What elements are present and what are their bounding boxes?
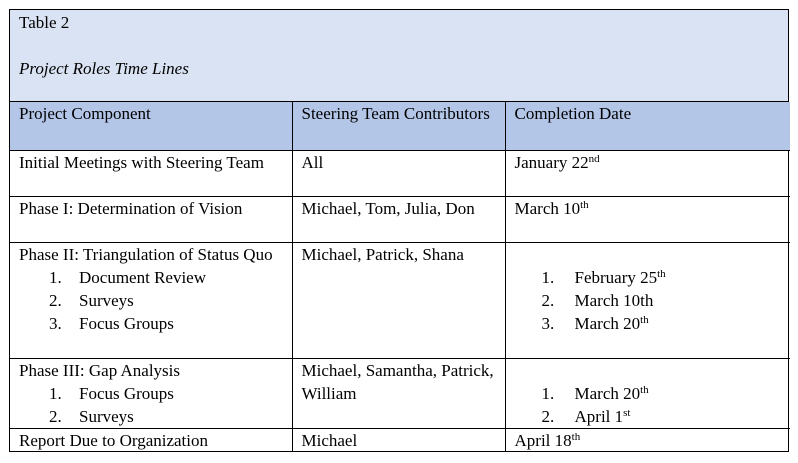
- date-text: March 20: [574, 383, 641, 403]
- component-cell: Phase I: Determination of Vision: [10, 196, 292, 242]
- date-item: [515, 405, 783, 428]
- header-project-component: Project Component: [10, 102, 292, 150]
- table-row: [10, 150, 790, 196]
- date-item: [515, 312, 783, 335]
- subitem-number: 1.: [49, 383, 62, 403]
- date-number: 3.: [541, 313, 555, 333]
- table-number: Table 2: [19, 13, 70, 32]
- subitem-number: 1.: [49, 267, 62, 287]
- header-completion-date: Completion Date: [505, 102, 790, 150]
- date-suffix: nd: [588, 152, 600, 165]
- date-suffix: st: [623, 406, 631, 419]
- contributors-cell: Michael, Patrick, Shana: [292, 242, 505, 358]
- subitem: [19, 289, 284, 312]
- component-cell: Initial Meetings with Steering Team: [10, 150, 292, 196]
- contributors-cell: Michael, Samantha, Patrick, William: [292, 358, 505, 428]
- contributors-cell: Michael: [292, 428, 505, 452]
- subitem: [19, 312, 284, 335]
- date-suffix: th: [571, 430, 581, 443]
- completion-date-cell: [505, 242, 790, 358]
- table-row: [10, 428, 790, 452]
- table-caption: [10, 10, 788, 102]
- date-item: [515, 289, 783, 312]
- table-row: [10, 242, 790, 358]
- subitem-number: 2.: [49, 406, 62, 426]
- completion-date-cell: [505, 196, 790, 242]
- date-text: April 18: [514, 430, 572, 450]
- date-number: 2.: [541, 290, 555, 310]
- date-text: January 22: [514, 152, 589, 172]
- table-title: Project Roles Time Lines: [19, 59, 189, 78]
- date-number: 2.: [541, 406, 555, 426]
- subitem-number: 3.: [49, 313, 62, 333]
- date-suffix: th: [657, 267, 666, 280]
- date-number: 1.: [541, 267, 555, 287]
- component-cell: [10, 358, 292, 428]
- completion-date-cell: [505, 428, 790, 452]
- date-text: February 25: [574, 267, 658, 287]
- date-suffix: th: [580, 198, 589, 211]
- subitem-label: Document Review: [79, 267, 206, 287]
- date-text: March 20: [574, 313, 641, 333]
- subitem-label: Focus Groups: [79, 383, 174, 403]
- date-item: [515, 266, 783, 289]
- date-text: April 1: [574, 406, 624, 426]
- date-text: March 10: [514, 198, 581, 218]
- subitem-label: Surveys: [79, 406, 134, 426]
- header-row: [10, 102, 790, 150]
- subitem-number: 2.: [49, 290, 62, 310]
- date-item: [515, 382, 783, 405]
- table-frame: [9, 9, 789, 452]
- subitem-label: Surveys: [79, 290, 134, 310]
- component-title: Phase II: Triangulation of Status Quo: [19, 244, 273, 264]
- date-suffix: th: [640, 313, 649, 326]
- date-number: 1.: [541, 383, 555, 403]
- subitem: [19, 382, 284, 405]
- contributors-cell: Michael, Tom, Julia, Don: [292, 196, 505, 242]
- project-roles-table: [10, 102, 790, 452]
- contributors-cell: All: [292, 150, 505, 196]
- component-title: Phase III: Gap Analysis: [19, 360, 181, 380]
- subitem-label: Focus Groups: [79, 313, 174, 333]
- date-text: March 10th: [574, 290, 654, 310]
- completion-date-cell: [505, 150, 790, 196]
- table-row: [10, 358, 790, 428]
- date-suffix: th: [640, 383, 649, 396]
- component-cell: [10, 242, 292, 358]
- component-cell: Report Due to Organization: [10, 428, 292, 452]
- header-steering-team-contributors: Steering Team Contributors: [292, 102, 505, 150]
- table-row: [10, 196, 790, 242]
- subitem: [19, 405, 284, 428]
- subitem: [19, 266, 284, 289]
- completion-date-cell: [505, 358, 790, 428]
